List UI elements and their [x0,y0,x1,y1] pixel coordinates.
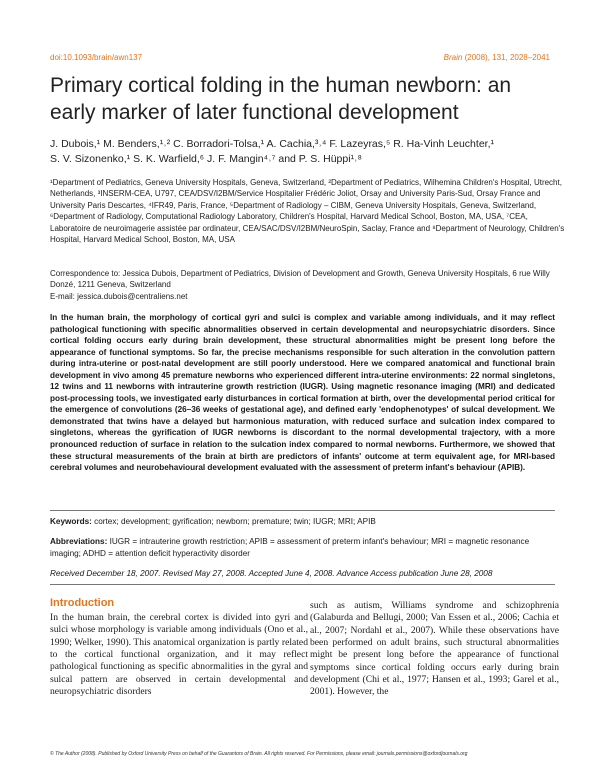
author-line: J. Dubois,¹ M. Benders,¹˒² C. Borradori-Tolsa,¹ A. Cachia,³˒⁴ F. Lazeyras,⁵ R. Ha-Vinh Leuchter,¹ [50,138,494,150]
journal-name: Brain [443,53,463,62]
section-heading-introduction: Introduction [50,597,115,609]
copyright-footer: © The Author (2008). Published by Oxford University Press on behalf of the Guarantors of Brain. All rights reserved. For Permissions, please email: journals.permissions@oxfordjournals.org [50,751,468,757]
journal-citation [444,53,550,62]
author-line: S. V. Sizonenko,¹ S. K. Warfield,⁶ J. F. Mangin⁴˒⁷ and P. S. Hüppi¹˒⁸ [50,153,362,165]
running-header [50,53,550,65]
correspondence-address: Correspondence to: Jessica Dubois, Department of Pediatrics, Division of Development and Growth, Geneva University Hospitals, 6 rue Willy Donzé, 1211 Geneva, Switzerland [50,269,550,290]
divider [50,584,555,585]
keywords-label: Keywords: [50,517,92,526]
correspondence-block [50,268,565,302]
keywords [50,516,555,528]
journal-volume-pages: (2008), 131, 2028–2041 [462,53,550,62]
affiliations: ¹Department of Pediatrics, Geneva University Hospitals, Geneva, Switzerland, ²Department of Pediatrics, Wilhemina Children's Hospital, Utrecht, Netherlands, ³INSERM-CEA, U797, CEA/DSV/I2BM/Service Hospitalier Frédéric Joliot, Orsay and University Paris-Sud, Orsay France and University Paris Descartes, ⁴IFR49, Paris, France, ⁵Department of Radiology – CIBM, Geneva University Hospitals, Geneva, Switzerland, ⁶Department of Radiology, Computational Radiology Laboratory, Children's Hospital, Harvard Medical School, Boston, MA, USA, ⁷CEA, Laboratoire de neuroimagerie assistée par ordinateur, CEA/SAC/DSV/I2BM/NeuroSpin, Saclay, France and ⁸Department of Neurology, Children's Hospital, Harvard Medical School, Boston, MA, USA [50,178,565,245]
abstract: In the human brain, the morphology of cortical gyri and sulci is complex and variable among individuals, and it may reflect pathological functioning with specific abnormalities observed in certain developmental and neuropsychiatric disorders. Since cortical folding occurs early during brain development, these structural abnormalities might be present long before the appearance of functional symptoms. So far, the precise mechanisms responsible for such alteration in the convolution pattern during intra-uterine or post-natal development are still poorly understood. Here we compared anatomical and functional brain development in vivo among 45 premature newborns who experienced different intra-uterine environments: 22 normal singletons, 12 twins and 11 newborns with intrauterine growth restriction (IUGR). Using magnetic resonance imaging (MRI) and dedicated post-processing tools, we investigated early disturbances in cortical formation at birth, over the developmental period critical for the emergence of convolutions (26–36 weeks of gestational age), and defined early 'endophenotypes' of sulcal development. We demonstrated that twins have a delayed but harmonious maturation, with reduced surface and sulcation index compared to singletons, whereas the gyrification of IUGR newborns is discordant to the normal developmental trajectory, with a more pronounced reduction of surface in relation to the sulcation index compared to normal newborns. Furthermore, we showed that these structural measurements of the brain at birth are predictors of infants' outcome at term equivalent age, for MRI-based cerebral volumes and neurobehavioural development evaluated with the assessment of preterm infant's behaviour (APIB). [50,313,555,473]
correspondence-email[interactable]: E-mail: jessica.dubois@centraliens.net [50,291,188,301]
abbreviations [50,536,555,559]
received-dates: Received December 18, 2007. Revised May 27, 2008. Accepted June 4, 2008. Advance Access publication June 28, 2008 [50,569,493,578]
keywords-list: cortex; development; gyrification; newborn; premature; twin; IUGR; MRI; APIB [91,517,376,526]
paper-title: Primary cortical folding in the human newborn: an early marker of later functional development [50,74,512,124]
author-list [50,137,560,167]
divider [50,510,555,511]
intro-column-right: such as autism, Williams syndrome and schizophrenia (Galaburda and Bellugi, 2000; Van Essen et al., 2006; Cachia et al., 2007; Nordahl et al., 2007). While these observations have been performed on adult brains, such structural abnormalities might be present long before the appearance of functional symptoms since cortical folding occurs early during brain development (Chi et al., 1977; Hansen et al., 1993; Garel et al., 2001). However, the [310,600,559,698]
intro-column-left: In the human brain, the cerebral cortex is divided into gyri and sulci whose morphology is variable among individuals (Ono et al., 1990; Welker, 1990). This anatomical organization is partly related to the cortical functional organization, and it may reflect pathological functioning as specific abnormalities in the gyral and sulcal pattern are observed in certain developmental and neuropsychiatric disorders [50,612,308,698]
abbreviations-list: IUGR = intrauterine growth restriction; APIB = assessment of preterm infant's behaviour; MRI = magnetic resonance imaging; ADHD = attention deficit hyperactivity disorder [50,537,530,558]
doi-link[interactable]: doi:10.1093/brain/awn137 [50,53,143,62]
abbreviations-label: Abbreviations: [50,537,108,546]
